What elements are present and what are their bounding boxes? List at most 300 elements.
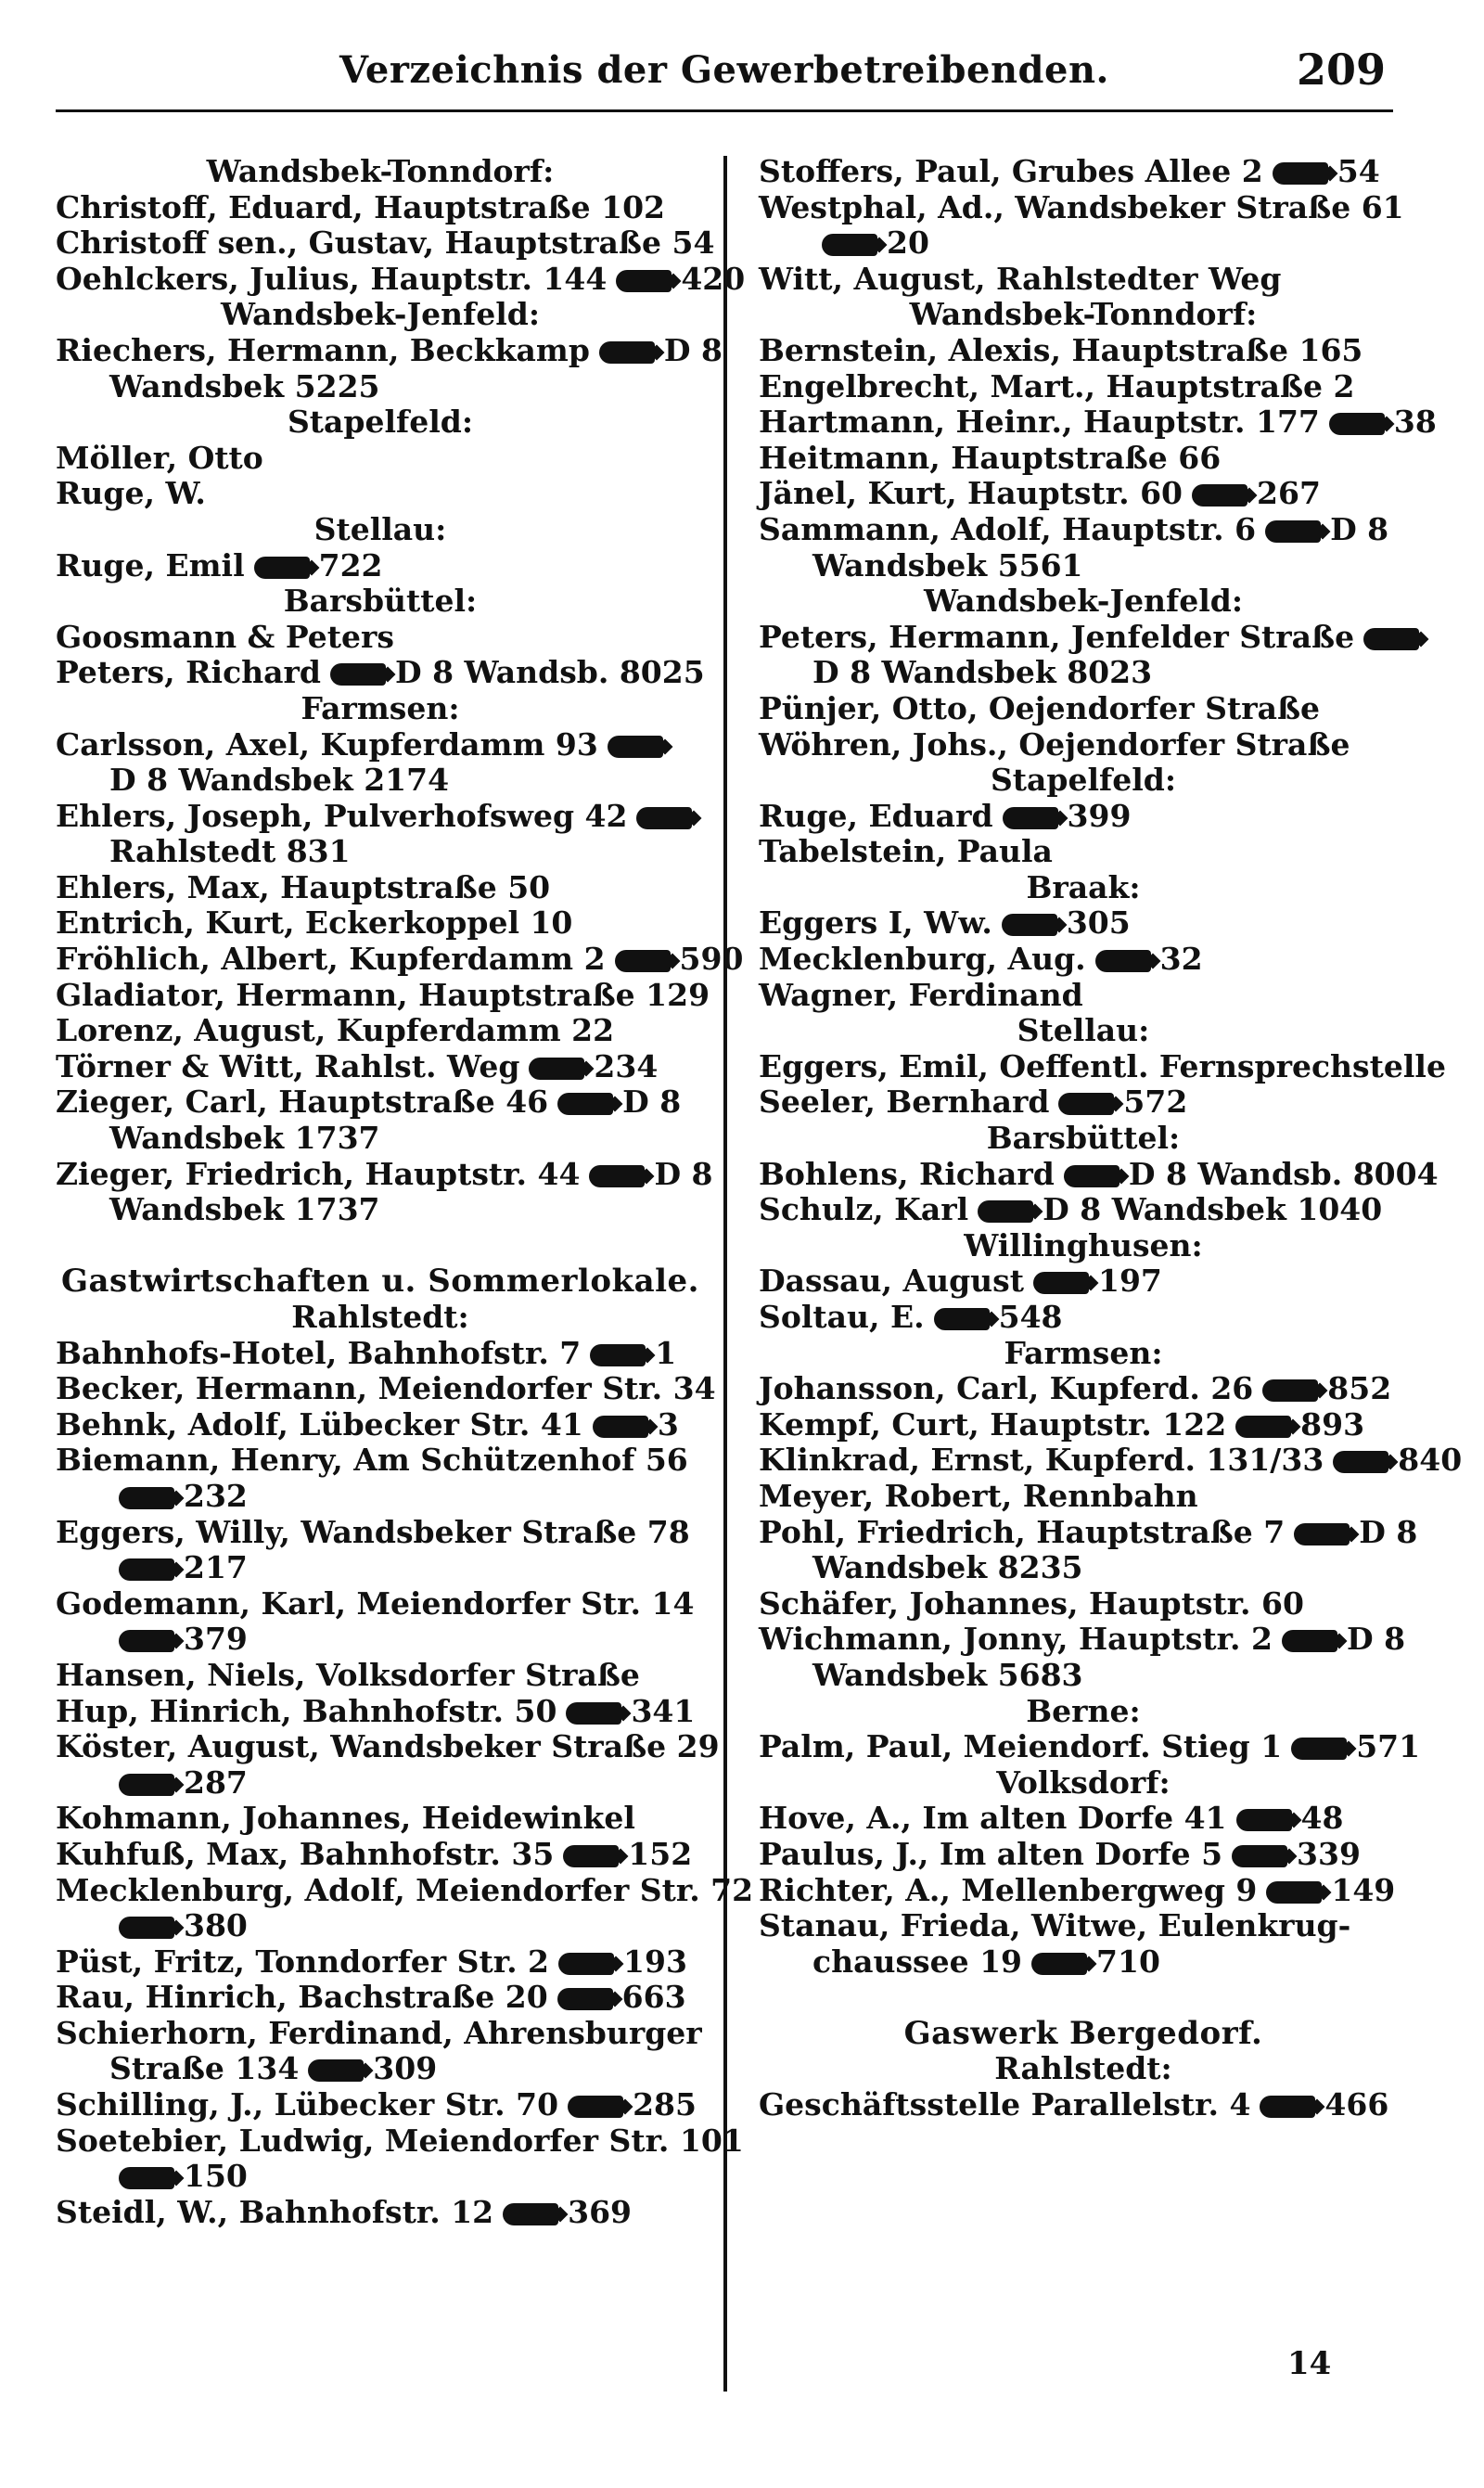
directory-entry — [759, 1622, 1408, 1658]
directory-entry — [759, 1371, 1408, 1407]
entry-text: Rau, Hinrich, Bachstraße 20 — [56, 1979, 548, 2016]
entry-continuation — [759, 548, 1408, 584]
directory-entry — [759, 1513, 1418, 1551]
entry-text: Bernstein, Alexis, Hauptstraße 165 — [759, 331, 1363, 368]
entry-text: Dassau, August — [759, 1263, 1024, 1300]
directory-entry — [759, 2087, 1408, 2123]
telephone-hand-icon — [119, 1917, 174, 1939]
entry-continuation — [759, 1658, 1408, 1694]
entry-text: Peters, Hermann, Jenfelder Straße — [759, 618, 1355, 655]
entry-text: Hove, A., Im alten Dorfe 41 — [759, 1800, 1227, 1837]
entry-text: Köster, August, Wandsbeker Straße 29 — [56, 1728, 720, 1765]
entry-text: D 8 Wandsbek 2174 — [109, 762, 450, 799]
entry-text: Richter, A., Mellenbergweg 9 — [759, 1871, 1258, 1908]
telephone-hand-icon — [119, 1558, 174, 1581]
entry-continuation — [759, 225, 1408, 262]
telephone-hand-icon — [557, 1093, 613, 1115]
entry-text: Witt, August, Rahlstedter Weg — [759, 260, 1282, 297]
phone-number: 152 — [628, 1835, 693, 1872]
entry-text: Stanau, Frieda, Witwe, Eulenkrug- — [759, 1907, 1351, 1944]
directory-entry — [759, 1479, 1408, 1515]
entry-text: Gladiator, Hermann, Hauptstraße 129 — [56, 976, 710, 1013]
phone-number: 590 — [679, 941, 744, 978]
telephone-hand-icon — [1235, 1416, 1291, 1438]
entry-text: Ruge, Eduard — [759, 797, 993, 834]
entry-text: Goosmann & Peters — [56, 618, 394, 655]
entry-text: Schäfer, Johannes, Hauptstr. 60 — [759, 1584, 1304, 1622]
entry-text: Schilling, J., Lübecker Str. 70 — [56, 2086, 559, 2123]
directory-entry — [56, 2195, 705, 2231]
entry-text: Eggers, Emil, Oeffentl. Fernsprechstelle — [759, 1047, 1446, 1084]
locality-heading: Stapelfeld: — [287, 404, 474, 441]
phone-number: 339 — [1297, 1835, 1361, 1872]
telephone-hand-icon — [1262, 1379, 1318, 1402]
phone-number: D 8 — [1359, 1513, 1418, 1550]
entry-text: Westphal, Ad., Wandsbeker Straße 61 — [759, 188, 1404, 225]
directory-entry — [759, 1300, 1408, 1336]
directory-entry — [56, 941, 744, 978]
entry-text: Kempf, Curt, Hauptstr. 122 — [759, 1405, 1227, 1443]
phone-number: 722 — [318, 546, 383, 584]
page-header — [56, 37, 1393, 111]
directory-entry — [56, 1801, 705, 1837]
directory-entry — [759, 512, 1408, 548]
phone-number: 48 — [1300, 1800, 1344, 1837]
telephone-hand-icon — [822, 234, 877, 256]
directory-entry — [759, 1155, 1439, 1193]
entry-text: Engelbrecht, Mart., Hauptstraße 2 — [759, 367, 1355, 404]
section-heading: Gaswerk Bergedorf. — [903, 2014, 1263, 2052]
directory-entry — [56, 727, 705, 763]
entry-text: Ehlers, Joseph, Pulverhofsweg 42 — [56, 797, 628, 834]
directory-entry — [759, 1586, 1408, 1622]
locality-heading: Farmsen: — [301, 689, 460, 726]
phone-number: 399 — [1067, 797, 1132, 834]
entry-text: Kohmann, Johannes, Heidewinkel — [56, 1800, 635, 1837]
entry-text: Oehlckers, Julius, Hauptstr. 144 — [56, 260, 608, 297]
entry-text: Wandsbek 5225 — [109, 367, 380, 404]
phone-number: 287 — [184, 1763, 248, 1801]
phone-number: 571 — [1356, 1728, 1421, 1765]
telephone-hand-icon — [1363, 628, 1419, 650]
directory-entry — [56, 905, 705, 942]
phone-number: 197 — [1098, 1263, 1162, 1300]
entry-continuation — [56, 2051, 705, 2087]
telephone-hand-icon — [589, 1165, 645, 1187]
telephone-hand-icon — [1273, 162, 1328, 185]
entry-text: Geschäftsstelle Parallelstr. 4 — [759, 2086, 1251, 2123]
phone-number: 193 — [623, 1943, 687, 1980]
page-number: 209 — [1296, 45, 1386, 95]
directory-entry — [56, 1049, 705, 1085]
locality-heading: Berne: — [1026, 1692, 1141, 1729]
directory-entry — [56, 1407, 705, 1443]
phone-number: 234 — [594, 1047, 659, 1084]
entry-text: Carlsson, Axel, Kupferdamm 93 — [56, 725, 598, 763]
telephone-hand-icon — [568, 2096, 623, 2118]
directory-entry — [56, 799, 705, 835]
phone-number: 285 — [633, 2086, 697, 2123]
entry-text: Straße 134 — [109, 2050, 300, 2087]
phone-number: 341 — [631, 1692, 696, 1729]
directory-entry — [56, 976, 710, 1014]
directory-entry — [759, 942, 1408, 978]
phone-number: 309 — [373, 2050, 438, 2087]
entry-text: Ruge, Emil — [56, 546, 245, 584]
entry-text: Palm, Paul, Meiendorf. Stieg 1 — [759, 1728, 1283, 1765]
telephone-hand-icon — [978, 1200, 1033, 1223]
directory-entry — [759, 441, 1408, 477]
telephone-hand-icon — [1031, 1953, 1087, 1975]
telephone-hand-icon — [1002, 914, 1057, 936]
phone-number: 380 — [184, 1907, 248, 1944]
entry-text: Törner & Witt, Rahlst. Weg — [56, 1047, 520, 1084]
directory-entry — [759, 905, 1408, 942]
phone-number: 217 — [184, 1549, 248, 1586]
entry-text: Meyer, Robert, Rennbahn — [759, 1477, 1198, 1514]
locality-heading: Wandsbek-Jenfeld: — [923, 583, 1244, 620]
phone-number: D 8 — [654, 1155, 713, 1192]
telephone-hand-icon — [1064, 1165, 1119, 1187]
entry-text: chaussee 19 — [812, 1943, 1023, 1980]
telephone-hand-icon — [119, 2167, 174, 2189]
directory-entry — [56, 2087, 705, 2123]
entry-continuation — [56, 2159, 705, 2195]
entry-continuation — [56, 834, 705, 870]
phone-number: 893 — [1300, 1405, 1365, 1443]
header-rule — [56, 109, 1393, 112]
phone-number: 663 — [621, 1979, 686, 2016]
directory-entry — [56, 1336, 705, 1372]
directory-entry — [56, 1515, 705, 1551]
directory-entry — [759, 1047, 1446, 1085]
entry-text: Johansson, Carl, Kupferd. 26 — [759, 1370, 1254, 1407]
phone-number: 852 — [1327, 1370, 1392, 1407]
entry-text: Heitmann, Hauptstraße 66 — [759, 439, 1222, 476]
directory-entry — [56, 1155, 713, 1193]
directory-entry — [56, 1871, 754, 1909]
directory-entry — [56, 190, 705, 226]
entry-text: Steidl, W., Bahnhofstr. 12 — [56, 2193, 494, 2230]
entry-text: Rahlstedt 831 — [109, 833, 351, 870]
phone-number: 3 — [657, 1405, 679, 1443]
telephone-hand-icon — [1058, 1093, 1114, 1115]
directory-entry — [56, 2122, 744, 2160]
entry-text: Soltau, E. — [759, 1299, 925, 1335]
directory-entry — [759, 691, 1408, 727]
directory-entry — [759, 1084, 1408, 1121]
directory-entry — [759, 369, 1408, 405]
locality-heading: Barsbüttel: — [283, 583, 478, 620]
telephone-hand-icon — [1282, 1630, 1337, 1652]
telephone-hand-icon — [563, 1845, 619, 1867]
directory-entry — [759, 1442, 1463, 1479]
phone-number: 379 — [184, 1621, 248, 1658]
entry-text: Püst, Fritz, Tonndorfer Str. 2 — [56, 1943, 550, 1980]
telephone-hand-icon — [636, 807, 692, 829]
directory-entry — [759, 476, 1408, 512]
directory-entry — [759, 1263, 1408, 1300]
directory-entry — [759, 1407, 1408, 1443]
directory-entry — [56, 224, 715, 262]
section-heading: Gastwirtschaften u. Sommerlokale. — [60, 1263, 700, 1301]
directory-entry — [56, 548, 705, 584]
entry-text: Kuhfuß, Max, Bahnhofstr. 35 — [56, 1835, 555, 1872]
locality-heading: Wandsbek-Tonndorf: — [909, 296, 1258, 333]
directory-entry — [56, 1980, 705, 2016]
entry-text: Wöhren, Johs., Oejendorfer Straße — [759, 725, 1350, 763]
locality-heading: Stapelfeld: — [990, 762, 1177, 799]
entry-text: Hartmann, Heinr., Hauptstr. 177 — [759, 404, 1320, 441]
entry-continuation — [56, 1192, 705, 1228]
directory-entry — [56, 260, 746, 298]
directory-entry — [56, 1837, 705, 1873]
directory-entry — [56, 1443, 705, 1479]
phone-number: 32 — [1159, 941, 1203, 978]
entry-text: Fröhlich, Albert, Kupferdamm 2 — [56, 941, 606, 978]
directory-entry — [56, 1694, 705, 1730]
phone-number: 1 — [655, 1334, 677, 1371]
phone-number: 548 — [998, 1299, 1063, 1335]
entry-continuation — [56, 1121, 705, 1157]
entry-text: Eggers, Willy, Wandsbeker Straße 78 — [56, 1513, 690, 1550]
directory-entry — [759, 1837, 1408, 1873]
directory-entry — [56, 2016, 705, 2052]
entry-text: Soetebier, Ludwig, Meiendorfer Str. 101 — [56, 2122, 744, 2159]
entry-continuation — [56, 1908, 705, 1944]
entry-text: Riechers, Hermann, Beckkamp — [56, 331, 590, 368]
telephone-hand-icon — [119, 1630, 174, 1652]
directory-entry — [56, 1728, 720, 1765]
directory-entry — [759, 620, 1408, 656]
entry-text: Christoff, Eduard, Hauptstraße 102 — [56, 188, 666, 225]
entry-continuation — [56, 1622, 705, 1658]
telephone-hand-icon — [557, 1988, 613, 2010]
entry-text: Sammann, Adolf, Hauptstr. 6 — [759, 510, 1257, 547]
running-title: Verzeichnis der Gewerbetreibenden. — [339, 48, 1109, 92]
directory-entry — [759, 1192, 1408, 1228]
locality-heading: Barsbüttel: — [986, 1120, 1181, 1157]
phone-number: 149 — [1331, 1871, 1396, 1908]
directory-entry — [759, 978, 1408, 1014]
entry-text: Ehlers, Max, Hauptstraße 50 — [56, 868, 551, 905]
telephone-hand-icon — [503, 2203, 558, 2225]
entry-continuation — [56, 1550, 705, 1586]
entry-text: Wagner, Ferdinand — [759, 976, 1083, 1013]
entry-text: Ruge, W. — [56, 475, 206, 512]
telephone-hand-icon — [1236, 1809, 1292, 1831]
phone-number: D 8 — [663, 331, 723, 368]
directory-entry — [56, 655, 705, 691]
entry-text: Tabelstein, Paula — [759, 833, 1053, 870]
locality-heading: Braak: — [1026, 868, 1141, 905]
right-column — [759, 153, 1463, 2123]
locality-heading: Stellau: — [313, 510, 447, 547]
phone-number: 20 — [887, 224, 929, 262]
directory-entry — [56, 870, 705, 906]
directory-entry — [56, 476, 705, 512]
phone-number: D 8 — [1330, 510, 1389, 547]
phone-number: 232 — [184, 1477, 248, 1514]
directory-entry — [56, 1084, 705, 1121]
locality-heading: Willinghusen: — [964, 1226, 1203, 1263]
telephone-hand-icon — [615, 950, 671, 972]
entry-text: Biemann, Henry, Am Schützenhof 56 — [56, 1442, 688, 1479]
entry-text: Wandsbek 5683 — [812, 1656, 1083, 1693]
phone-number: 710 — [1096, 1943, 1160, 1980]
entry-text: Seeler, Bernhard — [759, 1084, 1050, 1121]
telephone-hand-icon — [1291, 1738, 1347, 1760]
directory-entry — [759, 727, 1408, 763]
directory-entry — [759, 404, 1437, 441]
entry-text: Stoffers, Paul, Grubes Allee 2 — [759, 153, 1263, 189]
locality-heading: Volksdorf: — [996, 1763, 1171, 1801]
left-column — [56, 153, 754, 2230]
directory-entry — [56, 1586, 705, 1622]
entry-text: Bohlens, Richard — [759, 1155, 1055, 1192]
telephone-hand-icon — [566, 1702, 621, 1725]
telephone-hand-icon — [1329, 413, 1385, 435]
entry-text: Lorenz, August, Kupferdamm 22 — [56, 1012, 615, 1049]
telephone-hand-icon — [616, 270, 672, 292]
entry-text: Bahnhofs-Hotel, Bahnhofstr. 7 — [56, 1334, 582, 1371]
telephone-hand-icon — [1260, 2096, 1315, 2118]
entry-continuation — [56, 763, 705, 799]
telephone-hand-icon — [599, 341, 655, 364]
entry-continuation — [759, 1944, 1408, 1981]
directory-entry — [56, 331, 723, 369]
directory-entry — [56, 1944, 705, 1981]
telephone-hand-icon — [934, 1308, 990, 1330]
telephone-hand-icon — [1294, 1523, 1350, 1545]
phone-number: D 8 — [1346, 1621, 1406, 1658]
phone-number: 305 — [1066, 904, 1131, 942]
entry-text: Hansen, Niels, Volksdorfer Straße — [56, 1656, 640, 1693]
locality-heading: Wandsbek-Jenfeld: — [220, 296, 541, 333]
telephone-hand-icon — [1003, 807, 1058, 829]
entry-text: D 8 Wandsbek 8023 — [812, 654, 1153, 691]
phone-number: D 8 Wandsb. 8025 — [395, 654, 705, 691]
entry-continuation — [56, 1479, 705, 1515]
entry-text: Schulz, Karl — [759, 1191, 969, 1228]
telephone-hand-icon — [608, 736, 663, 758]
telephone-hand-icon — [1095, 950, 1151, 972]
entry-text: Zieger, Carl, Hauptstraße 46 — [56, 1084, 549, 1121]
directory-entry — [56, 620, 705, 656]
phone-number: D 8 Wandsbek 1040 — [1043, 1191, 1383, 1228]
directory-entry — [759, 262, 1408, 298]
entry-text: Schierhorn, Ferdinand, Ahrensburger — [56, 2014, 702, 2051]
entry-text: Pohl, Friedrich, Hauptstraße 7 — [759, 1513, 1286, 1550]
entry-text: Klinkrad, Ernst, Kupferd. 131/33 — [759, 1442, 1324, 1479]
entry-continuation — [56, 369, 705, 405]
entry-text: Wichmann, Jonny, Hauptstr. 2 — [759, 1621, 1273, 1658]
directory-entry — [759, 333, 1408, 369]
directory-entry — [759, 190, 1408, 226]
phone-number: D 8 Wandsb. 8004 — [1128, 1155, 1439, 1192]
telephone-hand-icon — [119, 1487, 174, 1509]
entry-continuation — [56, 1765, 705, 1802]
telephone-hand-icon — [529, 1058, 584, 1080]
entry-continuation — [759, 1550, 1408, 1586]
entry-text: Behnk, Adolf, Lübecker Str. 41 — [56, 1405, 583, 1443]
entry-text: Wandsbek 5561 — [812, 546, 1083, 584]
directory-entry — [759, 1801, 1408, 1837]
directory-entry — [56, 441, 705, 477]
entry-text: Becker, Hermann, Meiendorfer Str. 34 — [56, 1370, 716, 1407]
telephone-hand-icon — [1266, 1881, 1322, 1904]
telephone-hand-icon — [558, 1953, 614, 1975]
telephone-hand-icon — [593, 1416, 648, 1438]
phone-number: 572 — [1123, 1084, 1188, 1121]
directory-entry — [56, 1370, 716, 1407]
locality-heading: Wandsbek-Tonndorf: — [206, 153, 555, 189]
phone-number: 840 — [1398, 1442, 1463, 1479]
directory-entry — [759, 154, 1408, 190]
entry-text: Wandsbek 1737 — [109, 1120, 380, 1157]
entry-text: Paulus, J., Im alten Dorfe 5 — [759, 1835, 1223, 1872]
phone-number: 420 — [681, 260, 746, 297]
telephone-hand-icon — [1033, 1272, 1089, 1294]
entry-text: Wandsbek 1737 — [109, 1191, 380, 1228]
directory-entry — [759, 799, 1408, 835]
phone-number: 267 — [1257, 475, 1321, 512]
entry-text: Jänel, Kurt, Hauptstr. 60 — [759, 475, 1183, 512]
telephone-hand-icon — [254, 557, 310, 579]
column-divider — [723, 156, 727, 2392]
directory-entry — [759, 1728, 1421, 1765]
entry-text: Entrich, Kurt, Eckerkoppel 10 — [56, 904, 573, 942]
directory-entry — [759, 834, 1408, 870]
entry-text: Peters, Richard — [56, 654, 321, 691]
locality-heading: Rahlstedt: — [994, 2050, 1172, 2087]
entry-text: Pünjer, Otto, Oejendorfer Straße — [759, 689, 1321, 726]
phone-number: 369 — [568, 2193, 633, 2230]
telephone-hand-icon — [590, 1344, 646, 1366]
entry-text: Mecklenburg, Adolf, Meiendorfer Str. 72 — [56, 1871, 754, 1908]
phone-number: 150 — [184, 2158, 248, 2195]
phone-number: 466 — [1324, 2086, 1389, 2123]
locality-heading: Stellau: — [1017, 1012, 1150, 1049]
directory-entry — [759, 1873, 1408, 1909]
entry-text: Godemann, Karl, Meiendorfer Str. 14 — [56, 1584, 695, 1622]
entry-continuation — [759, 655, 1408, 691]
entry-text: Christoff sen., Gustav, Hauptstraße 54 — [56, 224, 715, 262]
telephone-hand-icon — [1265, 520, 1321, 543]
entry-text: Hup, Hinrich, Bahnhofstr. 50 — [56, 1692, 557, 1729]
telephone-hand-icon — [308, 2059, 364, 2082]
section-gap — [56, 1228, 705, 1264]
telephone-hand-icon — [330, 663, 386, 686]
locality-heading: Rahlstedt: — [291, 1299, 469, 1335]
entry-text: Zieger, Friedrich, Hauptstr. 44 — [56, 1155, 581, 1192]
section-gap — [759, 1980, 1408, 2016]
phone-number: 38 — [1393, 404, 1437, 441]
entry-text: Eggers I, Ww. — [759, 904, 992, 942]
directory-entry — [56, 1658, 705, 1694]
entry-text: Möller, Otto — [56, 439, 263, 476]
entry-text: Mecklenburg, Aug. — [759, 941, 1086, 978]
telephone-hand-icon — [1232, 1845, 1287, 1867]
phone-number: 54 — [1337, 153, 1380, 189]
locality-heading: Farmsen: — [1004, 1334, 1163, 1371]
directory-entry — [759, 1908, 1408, 1944]
phone-number: D 8 — [622, 1084, 682, 1121]
telephone-hand-icon — [1333, 1451, 1388, 1473]
signature-number: 14 — [1287, 2345, 1332, 2382]
directory-entry — [56, 1013, 705, 1049]
telephone-hand-icon — [1192, 484, 1247, 507]
